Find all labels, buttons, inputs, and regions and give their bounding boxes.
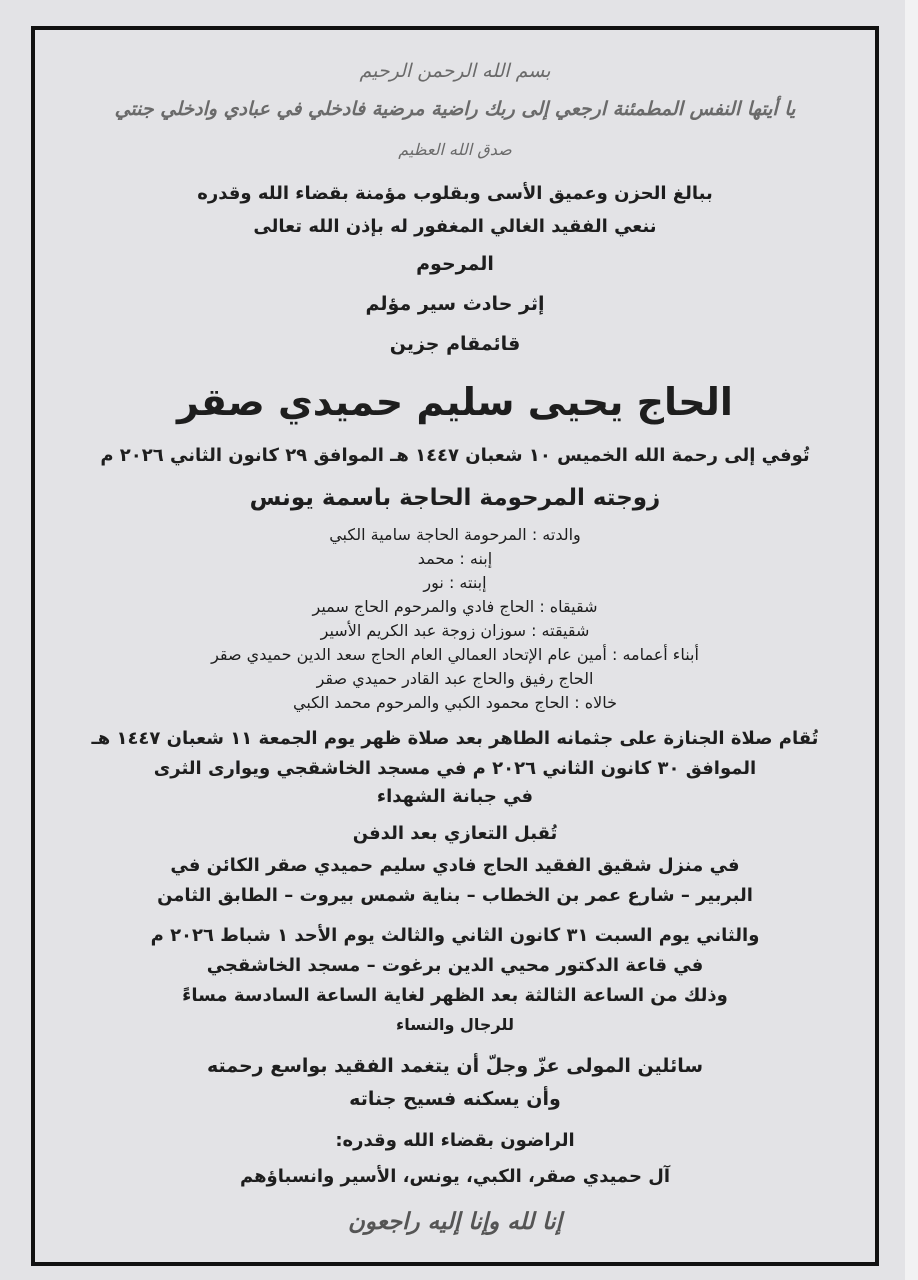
deceased-name: الحاج يحيى سليم حميدي صقر <box>177 380 733 424</box>
family-line: شقيقاه : الحاج فادي والمرحوم الحاج سمير <box>312 597 598 616</box>
condolences-line: والثاني يوم السبت ٣١ كانون الثاني والثالث يوم الأحد ١ شباط ٢٠٢٦ م <box>150 925 760 946</box>
family-line: خالاه : الحاج محمود الكبي والمرحوم محمد الكبي <box>292 693 618 712</box>
family-line: إبنه : محمد <box>417 549 493 568</box>
prayer-line: سائلين المولى عزّ وجلّ أن يتغمد الفقيد بواسع رحمته <box>206 1055 704 1077</box>
title-line: إثر حادث سير مؤلم <box>365 293 545 315</box>
intro-line: ننعي الفقيد الغالي المغفور له بإذن الله تعالى <box>253 216 657 237</box>
sadaqa: صدق الله العظيم <box>398 140 512 159</box>
family-line: الحاج رفيق والحاج عبد القادر حميدي صقر <box>316 669 594 688</box>
family-line: والدته : المرحومة الحاجة سامية الكبي <box>329 525 581 544</box>
quran-verse: يا أيتها النفس المطمئنة ارجعي إلى ربك راضية مرضية فادخلي في عبادي وادخلي جنتي <box>114 98 796 120</box>
death-date: تُوفي إلى رحمة الله الخميس ١٠ شعبان ١٤٤٧ هـ الموافق ٢٩ كانون الثاني ٢٠٢٦ م <box>100 445 810 466</box>
mourners-heading: الراضون بقضاء الله وقدره: <box>335 1130 575 1151</box>
family-line: شقيقته : سوزان زوجة عبد الكريم الأسير <box>320 621 590 640</box>
title-line: قائمقام جزين <box>389 333 521 355</box>
family-line: أبناء أعمامه : أمين عام الإتحاد العمالي العام الحاج سعد الدين حميدي صقر <box>211 645 699 664</box>
condolences-heading: تُقبل التعازي بعد الدفن <box>352 823 558 844</box>
basmala: بسم الله الرحمن الرحيم <box>359 60 551 82</box>
mourners-families: آل حميدي صقر، الكبي، يونس، الأسير وانسباؤهم <box>239 1166 671 1187</box>
funeral-line: الموافق ٣٠ كانون الثاني ٢٠٢٦ م في مسجد الخاشقجي ويوارى الثرى <box>153 758 757 779</box>
intro-line: ببالغ الحزن وعميق الأسى وبقلوب مؤمنة بقضاء الله وقدره <box>197 183 713 204</box>
condolences-line: للرجال والنساء <box>396 1015 514 1034</box>
funeral-line: تُقام صلاة الجنازة على جثمانه الطاهر بعد صلاة ظهر يوم الجمعة ١١ شعبان ١٤٤٧ هـ <box>91 728 819 749</box>
wife: زوجته المرحومة الحاجة باسمة يونس <box>249 485 661 511</box>
condolences-line: البربير – شارع عمر بن الخطاب – بناية شمس بيروت – الطابق الثامن <box>157 885 753 906</box>
title-line: المرحوم <box>416 253 494 275</box>
condolences-line: وذلك من الساعة الثالثة بعد الظهر لغاية الساعة السادسة مساءً <box>182 985 728 1006</box>
closing-verse: إنا لله وإنا إليه راجعون <box>348 1208 562 1235</box>
prayer-line: وأن يسكنه فسيح جناته <box>349 1088 561 1110</box>
condolences-line: في منزل شقيق الفقيد الحاج فادي سليم حميدي صقر الكائن في <box>170 855 740 876</box>
funeral-line: في جبانة الشهداء <box>376 786 534 807</box>
condolences-line: في قاعة الدكتور محيي الدين برغوت – مسجد الخاشقجي <box>206 955 704 976</box>
family-line: إبنته : نور <box>423 573 487 592</box>
